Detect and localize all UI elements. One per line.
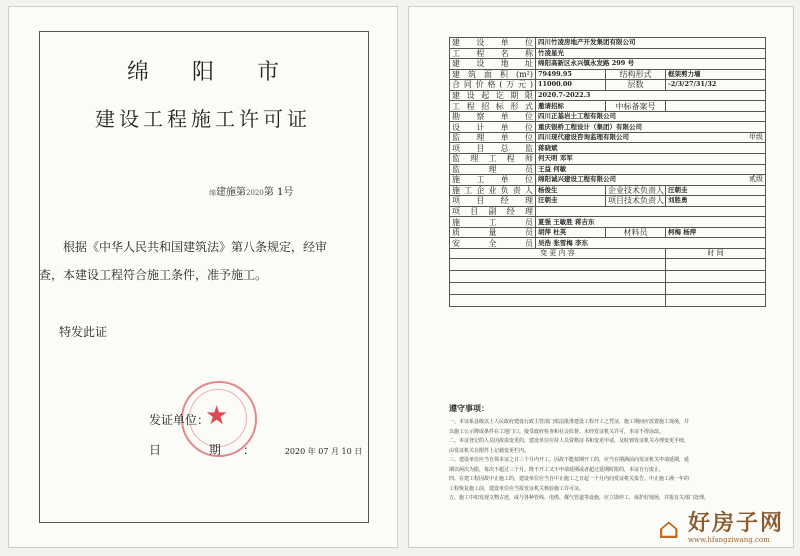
change-content-header: 变 更 内 容 bbox=[450, 248, 666, 259]
info-label: 质量员 bbox=[450, 227, 536, 238]
info-value: 胡萍 杜英 bbox=[536, 227, 606, 238]
info-value: 汪朝圭 bbox=[536, 196, 606, 207]
info-label: 监理单位 bbox=[450, 132, 536, 143]
info-row bbox=[450, 185, 766, 196]
note-line: 以施工公示牌或条件在工地门口。接受政府检查和社会监督。未经发证机关许可，本证不得涂改。 bbox=[449, 428, 665, 435]
info-label-secondary: 项目技术负责人 bbox=[606, 196, 666, 207]
info-value bbox=[536, 206, 766, 217]
info-row bbox=[450, 122, 766, 133]
info-row bbox=[450, 227, 766, 238]
info-value: 王益 何敏 bbox=[536, 164, 766, 175]
info-row bbox=[450, 48, 766, 59]
notes-title: 遵守事项： bbox=[449, 403, 489, 413]
info-row bbox=[450, 90, 766, 101]
change-row bbox=[450, 259, 766, 271]
info-label: 合同价格(万元) bbox=[450, 80, 536, 91]
info-row bbox=[450, 154, 766, 165]
info-row bbox=[450, 59, 766, 70]
watermark-text: 好房子网 bbox=[688, 510, 785, 536]
notes-section bbox=[449, 403, 765, 504]
info-row bbox=[450, 217, 766, 228]
info-label: 设计单位 bbox=[450, 122, 536, 133]
info-value-secondary: 柯梅 杨萍 bbox=[666, 227, 766, 238]
issuer-label: 发证单位： bbox=[149, 413, 210, 427]
info-label-secondary: 材料员 bbox=[606, 227, 666, 238]
info-label: 工程名称 bbox=[450, 48, 536, 59]
change-row bbox=[450, 295, 766, 307]
info-value: 杨俊生 bbox=[536, 185, 606, 196]
change-row bbox=[450, 271, 766, 283]
info-label: 施工员 bbox=[450, 217, 536, 228]
note-line: 工程恢复施工前，建设单位应当报发证机关核验施工许可证。 bbox=[449, 485, 585, 492]
info-label-secondary: 中标备案号 bbox=[606, 101, 666, 112]
info-row bbox=[450, 101, 766, 112]
watermark-url: www.hfangziwang.com bbox=[688, 536, 770, 544]
date-value: 2020 年 07 月 10 日 bbox=[284, 447, 363, 456]
info-value: 绵阳高新区永兴镇永发路 299 号 bbox=[536, 59, 766, 70]
info-row bbox=[450, 238, 766, 249]
change-header-row bbox=[450, 248, 766, 259]
note-line: 二、本证登记的人员因故需变更的，建设单位应持人员资格证书和变更申请，及时到发证机关办理变更手续， bbox=[449, 438, 690, 444]
info-value: 四川竹凌房地产开发集团有限公司 bbox=[536, 38, 766, 49]
note-line: 四、在建工程因故中止施工的，建设单位应当自中止施工之日起一个月内向发证机关报告。中止施工满一年的 bbox=[449, 476, 690, 482]
qualification-grade: 甲级 bbox=[749, 133, 764, 142]
permit-body-text: 根据《中华人民共和国建筑法》第八条规定，经审查，本建设工程符合施工条件，准予施工。 bbox=[39, 240, 328, 282]
project-info-table bbox=[449, 37, 766, 307]
info-value: 蒋晓斌 bbox=[536, 143, 766, 154]
info-value: 79499.95 bbox=[536, 69, 606, 80]
info-label: 建设起讫期限 bbox=[450, 90, 536, 101]
permit-prefix: 绵 bbox=[209, 189, 216, 197]
info-label: 监理员 bbox=[450, 164, 536, 175]
watermark bbox=[658, 506, 788, 550]
info-row bbox=[450, 164, 766, 175]
info-value-secondary bbox=[666, 101, 766, 112]
note-line: 由发证机关在附件上记载变更栏内。 bbox=[449, 447, 530, 454]
info-row bbox=[450, 69, 766, 80]
info-value-secondary: 刘胜勇 bbox=[666, 196, 766, 207]
note-line: 一、本证系县级以上人民政府建设行政主管部门依法批准建设工程开工之凭证，施工期间应放置施工现场，并 bbox=[449, 419, 690, 425]
info-label: 建设单位 bbox=[450, 38, 536, 49]
info-row bbox=[450, 175, 766, 186]
note-line: 三、建设单位应当自领本证之日三个月内开工。因故不能按期开工的，应当在期满前向发证机关申请延期，延 bbox=[449, 457, 690, 463]
info-value-text: 四川现代建设咨询监理有限公司 bbox=[538, 133, 629, 142]
info-value-text: 绵阳诚兴建设工程有限公司 bbox=[538, 175, 616, 184]
info-value-secondary: 框架剪力墙 bbox=[666, 69, 766, 80]
info-label: 项目总监 bbox=[450, 143, 536, 154]
city-heading: 绵 阳 市 bbox=[127, 60, 297, 85]
info-value: 竹凌星光 bbox=[536, 48, 766, 59]
info-label: 项目经理 bbox=[450, 196, 536, 207]
notes-list bbox=[449, 418, 765, 504]
info-row bbox=[450, 196, 766, 207]
info-value: 何天明 邓军 bbox=[536, 154, 766, 165]
info-value: 重庆银桥工程设计（集团）有限公司 bbox=[536, 122, 766, 133]
info-label-secondary: 企业技术负责人 bbox=[606, 185, 666, 196]
note-line: 五、施工中如发现文物古迹，或与各种管线、电缆、煤气管道等设施，应立即停工，保护好现场，并报有关部门处理。 bbox=[449, 495, 710, 501]
info-value: 夏强 王敏胜 蒋吉东 bbox=[536, 217, 766, 228]
special-note: 特发此证 bbox=[59, 325, 108, 339]
info-row bbox=[450, 143, 766, 154]
change-time-header: 时 间 bbox=[666, 248, 766, 259]
info-value: 2020.7-2022.3 bbox=[536, 90, 766, 101]
permit-cover-page bbox=[8, 6, 398, 548]
info-label: 安全员 bbox=[450, 238, 536, 249]
info-row bbox=[450, 80, 766, 91]
info-label: 施工单位 bbox=[450, 175, 536, 186]
permit-title: 建设工程施工许可证 bbox=[95, 107, 311, 131]
info-value: 邀请招标 bbox=[536, 101, 606, 112]
change-row bbox=[450, 283, 766, 295]
house-icon: ⌂ bbox=[658, 512, 680, 545]
permit-suffix: 第 1号 bbox=[263, 187, 294, 198]
info-label-secondary: 层数 bbox=[606, 80, 666, 91]
seal-star-icon: ★ bbox=[205, 401, 229, 431]
info-row bbox=[450, 111, 766, 122]
info-row bbox=[450, 38, 766, 49]
info-label: 勘察单位 bbox=[450, 111, 536, 122]
qualification-grade: 贰级 bbox=[749, 175, 764, 184]
info-row bbox=[450, 132, 766, 143]
issue-date bbox=[149, 441, 362, 458]
date-label: 日 期： bbox=[149, 443, 277, 457]
info-label-secondary: 结构形式 bbox=[606, 69, 666, 80]
info-value: 四川正基岩土工程有限公司 bbox=[536, 111, 766, 122]
permit-detail-page bbox=[408, 6, 794, 548]
info-value: 11000.00 bbox=[536, 80, 606, 91]
permit-number bbox=[209, 183, 293, 198]
info-label: 项目副经理 bbox=[450, 206, 536, 217]
info-row bbox=[450, 206, 766, 217]
info-value bbox=[536, 175, 766, 186]
info-label: 工程招标形式 bbox=[450, 101, 536, 112]
info-label: 建设地址 bbox=[450, 59, 536, 70]
info-value-secondary: 汪朝圭 bbox=[666, 185, 766, 196]
permit-year: 2020 bbox=[246, 189, 264, 197]
note-line: 期以两次为限，每次不超过三个月。既不开工又不申请延期或者超过延期时限的，本证自行废止。 bbox=[449, 466, 665, 473]
info-value bbox=[536, 132, 766, 143]
info-value-secondary: -2/3/27/31/32 bbox=[666, 80, 766, 91]
info-value: 吴浩 张雪梅 李东 bbox=[536, 238, 766, 249]
info-label: 建筑面积(m²) bbox=[450, 69, 536, 80]
info-label: 监理工程师 bbox=[450, 154, 536, 165]
permit-number-label: 建施第 bbox=[216, 187, 246, 198]
info-label: 施工企业负责人 bbox=[450, 185, 536, 196]
